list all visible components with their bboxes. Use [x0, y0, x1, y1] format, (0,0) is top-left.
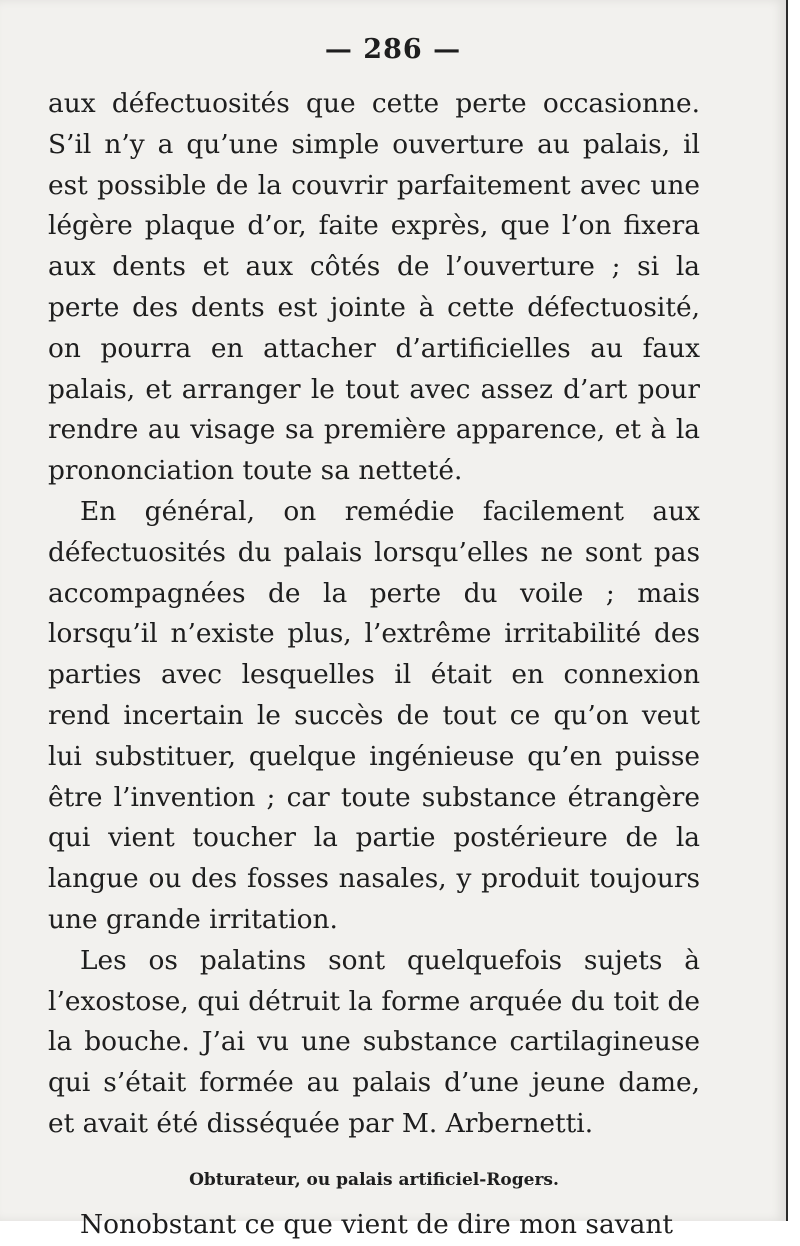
section-heading: Obturateur, ou palais artificiel-Rogers.	[189, 1169, 559, 1190]
paragraph-2: En général, on remédie facilement aux défectuosités du palais lorsqu’elles ne sont pas accompagnées de la perte du voile ; mais lorsqu’il n’existe plus, l’extrême irritabilité des parties avec lesquelles il était en connexion rend incertain le succès de tout ce qu’on veut lui substituer, quelque ingénieuse qu’en puisse être l’invention ; car toute substance étrangère qui vient toucher la partie postérieure de la langue ou des fosses nasales, y produit toujours une grande irritation.	[48, 495, 700, 935]
page-number: — 286 —	[324, 34, 462, 65]
page-body	[48, 84, 700, 1246]
paragraph-4: Nonobstant ce que vient de dire mon savant	[80, 1208, 673, 1240]
paragraph-1: aux défectuosités que cette perte occasionne. S’il n’y a qu’une simple ouverture au palais, il est possible de la couvrir parfaitement avec une légère plaque d’or, faite exprès, que l’on fixera aux dents et aux côtés de l’ouverture ; si la perte des dents est jointe à cette défectuosité, on pourra en attacher d’artificielles au faux palais, et arranger le tout avec assez d’art pour rendre au visage sa première apparence, et à la prononciation toute sa netteté.	[48, 88, 700, 487]
paragraph-3: Les os palatins sont quelquefois sujets à l’exostose, qui détruit la forme arquée du toit de la bouche. J’ai vu une substance cartilagineuse qui s’était formée au palais d’une jeune dame, et avait été disséquée par M. Arbernetti.	[48, 944, 700, 1139]
